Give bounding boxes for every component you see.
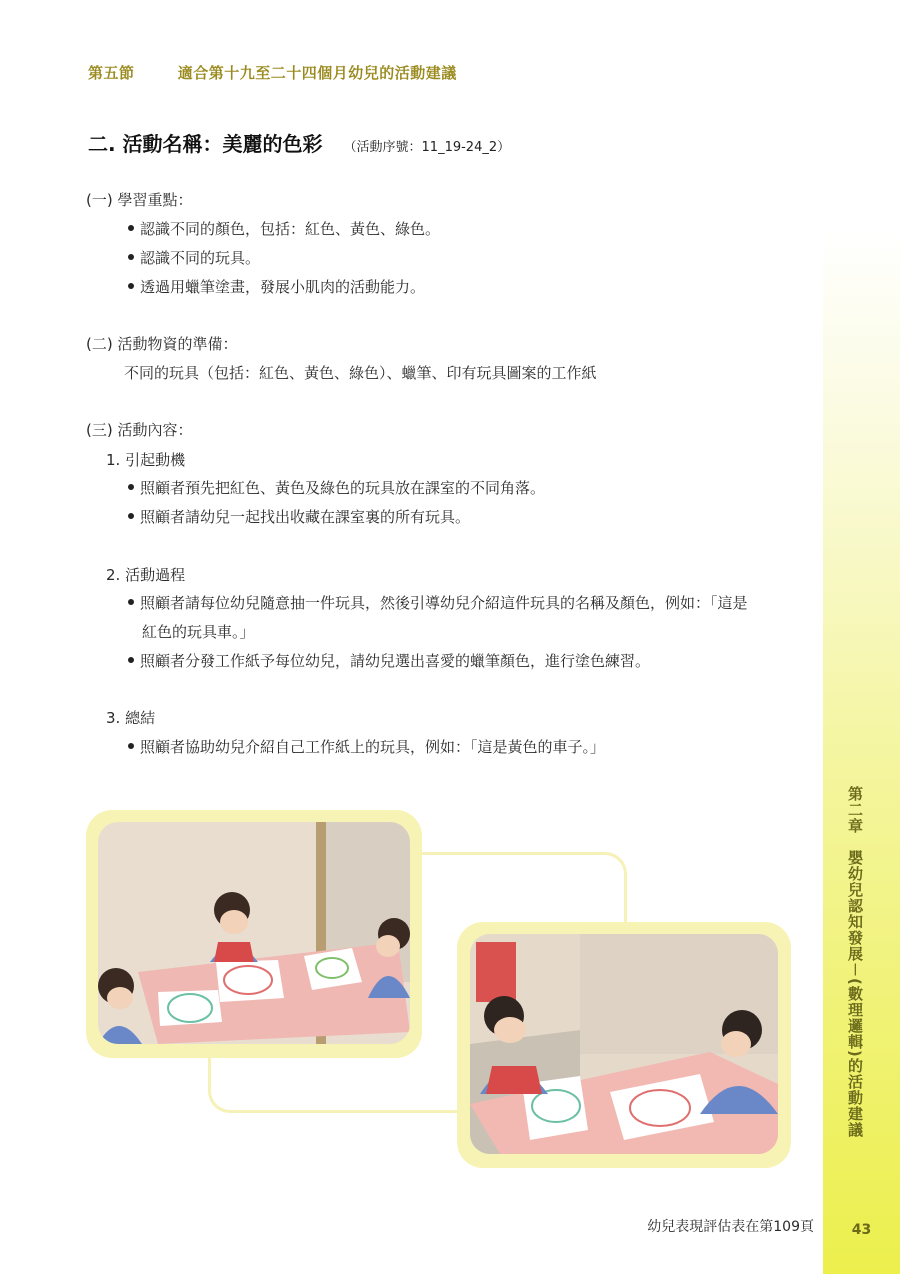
learning-focus-text: 透過用蠟筆塗畫，發展小肌肉的活動能力。	[140, 278, 426, 296]
learning-focus-item	[128, 219, 440, 239]
chapter-title: 第二章 嬰幼兒認知發展－(數理邏輯)的活動建議	[846, 786, 864, 1138]
activity-title	[88, 128, 510, 157]
learning-focus-text: 認識不同的顏色，包括：紅色、黃色、綠色。	[140, 220, 441, 238]
bullet-icon	[128, 254, 134, 260]
part2-text: 照顧者分發工作紙予每位幼兒，請幼兒選出喜愛的蠟筆顏色，進行塗色練習。	[140, 652, 651, 670]
part3-heading: 3. 總結	[106, 709, 156, 727]
activity-photo-2	[470, 934, 778, 1154]
part2-heading: 2. 活動過程	[106, 566, 186, 584]
part1-text: 照顧者預先把紅色、黃色及綠色的玩具放在課室的不同角落。	[140, 479, 546, 497]
part2-item	[128, 593, 748, 613]
content-heading: (三) 活動內容：	[86, 421, 193, 439]
page-number: 43	[851, 1222, 872, 1238]
part1-heading: 1. 引起動機	[106, 451, 186, 469]
part2-item-continued: 紅色的玩具車。」	[142, 623, 255, 641]
bullet-icon	[128, 225, 134, 231]
learning-focus-item	[128, 248, 260, 268]
bullet-icon	[128, 484, 134, 490]
part2-item	[128, 651, 650, 671]
footer-note: 幼兒表現評估表在第109頁	[647, 1219, 814, 1235]
bullet-icon	[128, 283, 134, 289]
materials-heading: (二) 活動物資的準備：	[86, 335, 238, 353]
activity-serial: （活動序號：11_19-24_2）	[343, 140, 511, 155]
bullet-icon	[128, 743, 134, 749]
section-title: 適合第十九至二十四個月幼兒的活動建議	[177, 64, 457, 82]
bullet-icon	[128, 513, 134, 519]
section-header	[88, 62, 457, 83]
activity-photo-1	[98, 822, 410, 1044]
part3-text: 照顧者協助幼兒介紹自己工作紙上的玩具，例如：「這是黃色的車子。」	[140, 738, 606, 756]
learning-focus-text: 認識不同的玩具。	[140, 249, 261, 267]
part2-text: 照顧者請每位幼兒隨意抽一件玩具，然後引導幼兒介紹這件玩具的名稱及顏色，例如：「這是	[140, 594, 748, 612]
part1-item	[128, 507, 470, 527]
activity-name: 二. 活動名稱：美麗的色彩	[88, 132, 323, 156]
part3-item	[128, 737, 605, 757]
materials-text: 不同的玩具（包括：紅色、黃色、綠色）、蠟筆、印有玩具圖案的工作紙	[124, 364, 597, 382]
learning-focus-heading: (一) 學習重點：	[86, 191, 193, 209]
part1-text: 照顧者請幼兒一起找出收藏在課室裏的所有玩具。	[140, 508, 471, 526]
bullet-icon	[128, 599, 134, 605]
part1-item	[128, 478, 545, 498]
learning-focus-item	[128, 277, 425, 297]
section-number: 第五節	[88, 64, 135, 82]
bullet-icon	[128, 657, 134, 663]
